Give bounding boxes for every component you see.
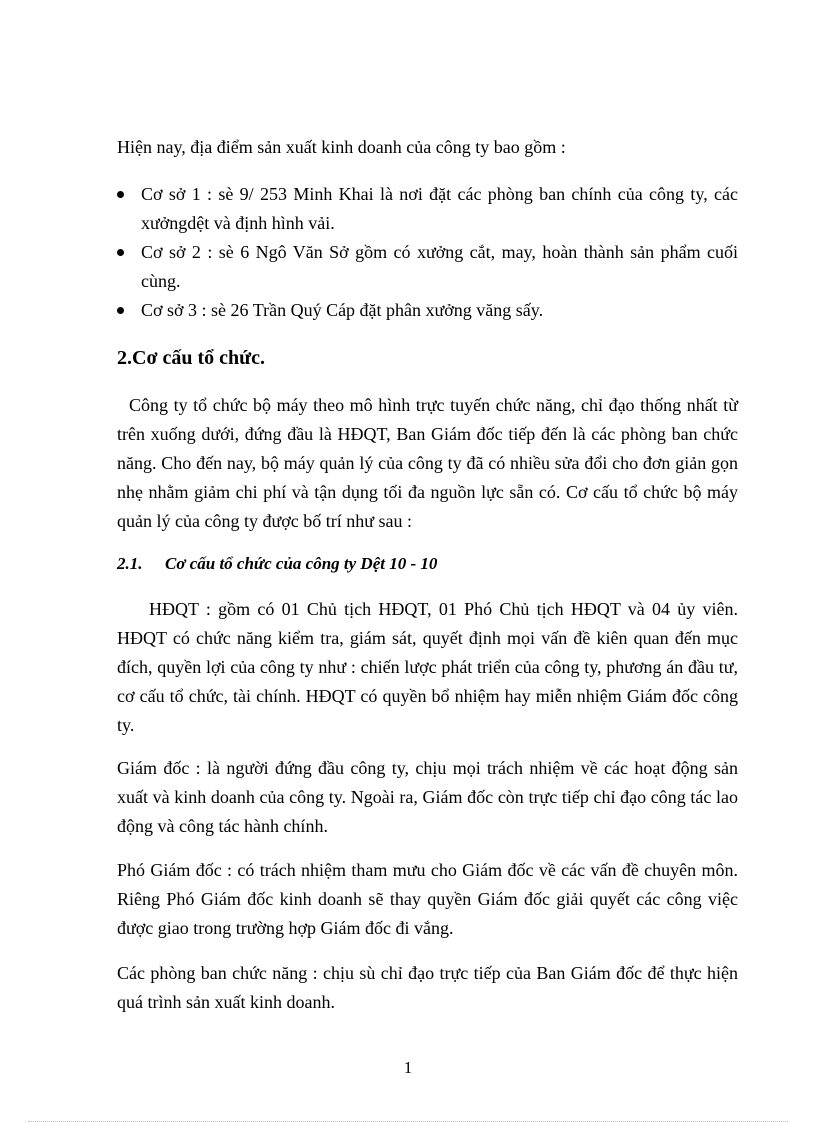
locations-list [117, 180, 738, 325]
list-item-text: Cơ sở 1 : sè 9/ 253 Minh Khai là nơi đặt các phòng ban chính của công ty, các xưởngdệt và định hình vải. [141, 184, 738, 233]
bullet-icon [117, 307, 124, 314]
list-item [117, 296, 738, 325]
bullet-icon [117, 249, 124, 256]
departments-paragraph: Các phòng ban chức năng : chịu sù chỉ đạo trực tiếp của Ban Giám đốc để thực hiện quá trình sản xuất kinh doanh. [117, 963, 738, 1012]
list-item-text: Cơ sở 2 : sè 6 Ngô Văn Sở gồm có xưởng cắt, may, hoàn thành sản phẩm cuối cùng. [141, 242, 738, 291]
page-number: 1 [403, 1058, 413, 1077]
deputy-paragraph: Phó Giám đốc : có trách nhiệm tham mưu cho Giám đốc về các vấn đề chuyên môn. Riêng Phó Giám đốc kinh doanh sẽ thay quyền Giám đốc giải quyết các công việc được giao trong trường hợp Giám đốc đi vắng. [117, 860, 738, 938]
subsection-title: Cơ cấu tổ chức của công ty Dệt 10 - 10 [165, 554, 438, 573]
section-paragraph: Công ty tổ chức bộ máy theo mô hình trực tuyến chức năng, chỉ đạo thống nhất từ trên xuống dưới, đứng đầu là HĐQT, Ban Giám đốc tiếp đến là các phòng ban chức năng. Cho đến nay, bộ máy quản lý của công ty đã có nhiều sửa đổi cho đơn giản gọn nhẹ nhằm giảm chi phí và tận dụng tối đa nguồn lực sẵn có. Cơ cấu tổ chức bộ máy quản lý của công ty được bố trí như sau : [117, 395, 738, 531]
list-item-text: Cơ sở 3 : sè 26 Trần Quý Cáp đặt phân xưởng văng sấy. [141, 300, 544, 320]
subsection-number: 2.1. [117, 554, 143, 573]
list-item [117, 238, 738, 296]
section-heading: 2.Cơ cấu tổ chức. [117, 347, 266, 369]
subsection-heading [117, 550, 738, 578]
hdqt-paragraph: HĐQT : gồm có 01 Chủ tịch HĐQT, 01 Phó Chủ tịch HĐQT và 04 ủy viên. HĐQT có chức năng kiểm tra, giám sát, quyết định mọi vấn đề kiên quan đến mục đích, quyền lợi của công ty như : chiến lược phát triển của công ty, phương án đầu tư, cơ cấu tổ chức, tài chính. HĐQT có quyền bổ nhiệm hay miễn nhiệm Giám đốc công ty. [117, 599, 738, 735]
intro-paragraph: Hiện nay, địa điểm sản xuất kinh doanh của công ty bao gồm : [117, 137, 566, 157]
footer-divider [28, 1121, 788, 1122]
director-paragraph: Giám đốc : là người đứng đầu công ty, chịu mọi trách nhiệm về các hoạt động sản xuất và kinh doanh của công ty. Ngoài ra, Giám đốc còn trực tiếp chỉ đạo công tác lao động và công tác hành chính. [117, 758, 738, 836]
list-item [117, 180, 738, 238]
bullet-icon [117, 191, 124, 198]
